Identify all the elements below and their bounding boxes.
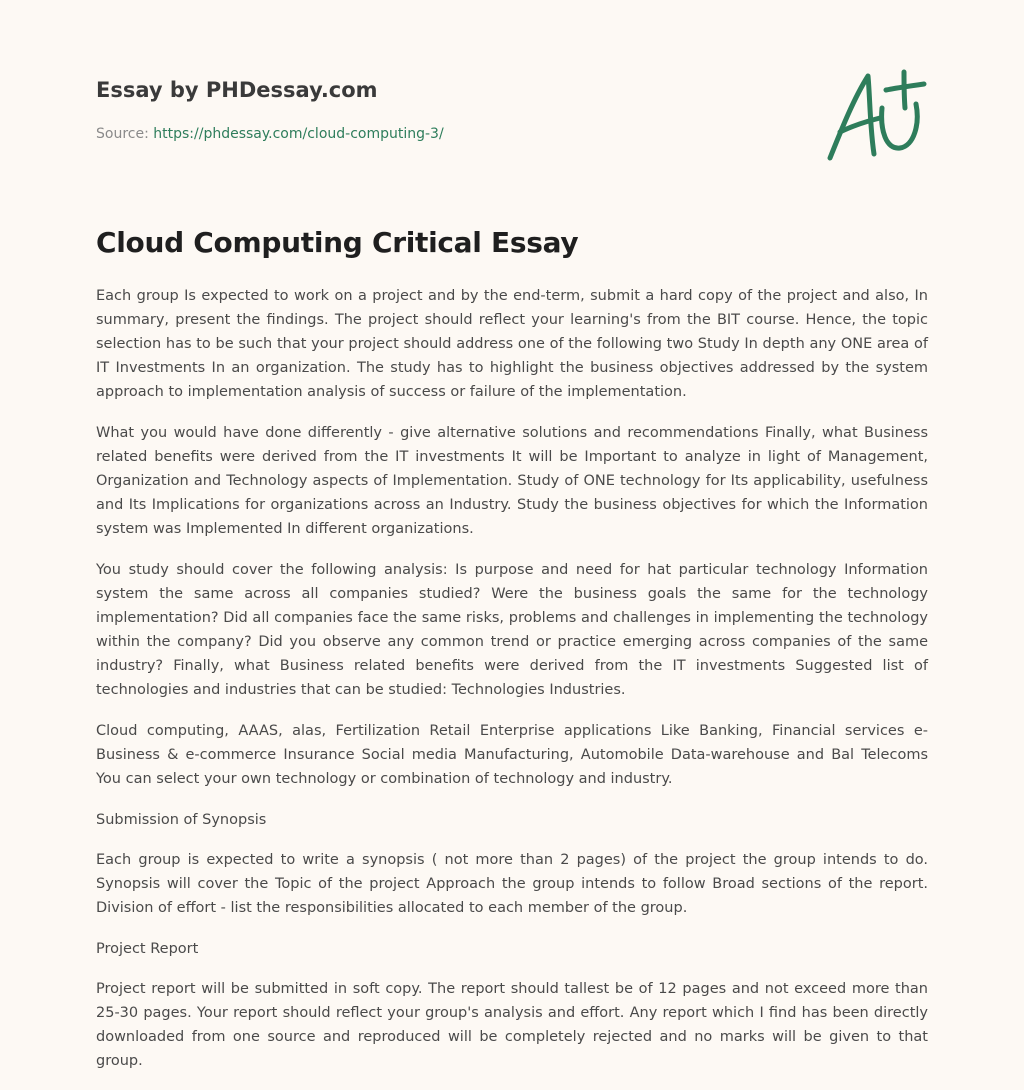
section-heading-report: Project Report [96, 941, 199, 957]
essay-title: Cloud Computing Critical Essay [96, 226, 579, 259]
section-heading-synopsis: Submission of Synopsis [96, 812, 267, 828]
report-paragraph: Project report will be submitted in soft copy. The report should tallest be of 12 pages and not exceed more than 25-30 pages. Your report should reflect your group's analysis and effort. Any report which I find has been directly downloaded from one source and reproduced will be completely rejected and no marks will be given to that group. [96, 981, 928, 1069]
synopsis-paragraph: Each group is expected to write a synopsis ( not more than 2 pages) of the project the group intends to do. Synopsis will cover the Topic of the project Approach the group intends to follow Broad sections of the report. Division of effort - list the responsibilities allocated to each member of the group. [96, 852, 928, 916]
essay-paragraph: You study should cover the following analysis: Is purpose and need for hat particular technology Information system the same across all companies studied? Were the business goals the same for the technology implementation? Did all companies face the same risks, problems and challenges in implementing the technology within the company? Did you observe any common trend or practice emerging across companies of the same industry? Finally, what Business related benefits were derived from the IT investments Suggested list of technologies and industries that can be studied: Technologies Industries. [96, 562, 928, 698]
source-line [96, 126, 444, 142]
brand-title: Essay by PHDessay.com [96, 78, 378, 102]
essay-paragraph: Cloud computing, AAAS, alas, Fertilization Retail Enterprise applications Like Banking, Financial services e-Business & e-commerce Insurance Social media Manufacturing, Automobile Data-warehouse and Bal Telecoms You can select your own technology or combination of technology and industry. [96, 723, 928, 787]
a-plus-logo-icon [824, 68, 928, 164]
source-link[interactable]: https://phdessay.com/cloud-computing-3/ [153, 126, 444, 142]
essay-paragraph: What you would have done differently - give alternative solutions and recommendations Finally, what Business related benefits were derived from the IT investments It will be Important to analyze in light of Management, Organization and Technology aspects of Implementation. Study of ONE technology for Its applicability, usefulness and Its Implications for organizations across an Industry. Study the business objectives for which the Information system was Implemented In different organizations. [96, 425, 928, 537]
essay-body [96, 284, 928, 1090]
essay-header [96, 74, 928, 174]
essay-paragraph: Each group Is expected to work on a project and by the end-term, submit a hard copy of the project and also, In summary, present the findings. The project should reflect your learning's from the BIT course. Hence, the topic selection has to be such that your project should address one of the following two Study In depth any ONE area of IT Investments In an organization. The study has to highlight the business objectives addressed by the system approach to implementation analysis of success or failure of the implementation. [96, 288, 928, 400]
source-label: Source: [96, 126, 154, 142]
